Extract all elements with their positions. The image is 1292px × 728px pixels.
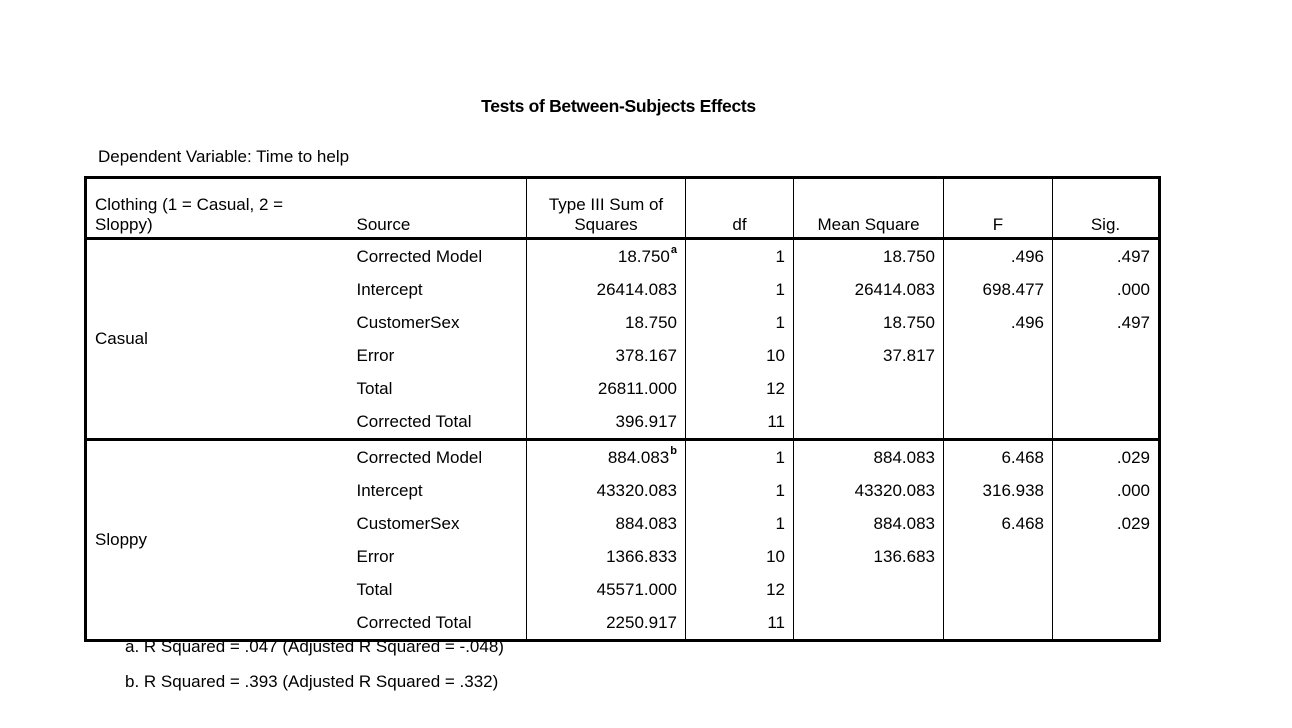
- df-cell: 11: [686, 606, 794, 641]
- sig-cell: .497: [1053, 306, 1160, 339]
- f-cell: 6.468: [944, 440, 1053, 475]
- f-cell: [944, 540, 1053, 573]
- f-cell: 316.938: [944, 474, 1053, 507]
- sum-of-squares-cell: [527, 507, 686, 540]
- sum-of-squares-value: 378.167: [615, 345, 677, 365]
- sig-cell: [1053, 405, 1160, 440]
- header-row: [86, 178, 1160, 239]
- f-cell: 6.468: [944, 507, 1053, 540]
- source-cell: Corrected Model: [356, 246, 483, 266]
- sum-of-squares-cell: [527, 306, 686, 339]
- sum-of-squares-cell: [527, 239, 686, 274]
- df-cell: 10: [686, 339, 794, 372]
- sig-cell: .497: [1053, 239, 1160, 274]
- sum-of-squares-cell: [527, 339, 686, 372]
- mean-square-cell: 884.083: [794, 440, 944, 475]
- sig-cell: [1053, 573, 1160, 606]
- sum-of-squares-value: 18.750: [617, 246, 670, 266]
- sig-cell: .029: [1053, 440, 1160, 475]
- source-cell: Error: [356, 546, 395, 566]
- header-source: Source: [349, 178, 527, 239]
- sum-of-squares-value: 396.917: [615, 411, 677, 431]
- sig-cell: .000: [1053, 273, 1160, 306]
- sig-cell: [1053, 606, 1160, 641]
- sum-of-squares-cell: [527, 273, 686, 306]
- df-cell: 1: [686, 474, 794, 507]
- mean-square-cell: [794, 372, 944, 405]
- df-cell: 1: [686, 507, 794, 540]
- f-cell: [944, 339, 1053, 372]
- df-cell: 10: [686, 540, 794, 573]
- source-cell: Total: [356, 579, 393, 599]
- footnote-marker: b: [670, 444, 677, 457]
- sig-cell: [1053, 540, 1160, 573]
- mean-square-cell: 43320.083: [794, 474, 944, 507]
- group-label: Sloppy: [86, 440, 349, 641]
- sum-of-squares-value: 26811.000: [597, 378, 677, 398]
- sum-of-squares-cell: [527, 474, 686, 507]
- sum-of-squares-cell: [527, 606, 686, 641]
- source-cell: Corrected Model: [349, 440, 527, 475]
- df-cell: 12: [686, 573, 794, 606]
- f-cell: .496: [944, 306, 1053, 339]
- mean-square-cell: 18.750: [794, 306, 944, 339]
- mean-square-cell: [794, 405, 944, 440]
- sum-of-squares-cell: [527, 573, 686, 606]
- source-cell: CustomerSex: [356, 312, 460, 332]
- source-cell: Total: [356, 378, 393, 398]
- f-cell: 698.477: [944, 273, 1053, 306]
- header-df: df: [686, 178, 794, 239]
- df-cell: 1: [686, 306, 794, 339]
- f-cell: [944, 606, 1053, 641]
- sum-of-squares-cell: [527, 372, 686, 405]
- df-cell: 12: [686, 372, 794, 405]
- sig-cell: [1053, 339, 1160, 372]
- mean-square-cell: 37.817: [794, 339, 944, 372]
- sum-of-squares-value: 18.750: [625, 312, 677, 332]
- f-cell: .496: [944, 239, 1053, 274]
- header-sum-of-squares: Type III Sum of Squares: [527, 178, 686, 239]
- mean-square-cell: [794, 573, 944, 606]
- sum-of-squares-cell: [527, 540, 686, 573]
- f-cell: [944, 372, 1053, 405]
- f-cell: [944, 573, 1053, 606]
- mean-square-cell: 884.083: [794, 507, 944, 540]
- sig-cell: .029: [1053, 507, 1160, 540]
- mean-square-cell: [794, 606, 944, 641]
- sum-of-squares-value: 884.083: [607, 447, 670, 467]
- group-label: Casual: [95, 329, 148, 348]
- sum-of-squares-cell: [527, 405, 686, 440]
- source-cell: CustomerSex: [356, 513, 460, 533]
- table-row: [86, 440, 1160, 475]
- mean-square-cell: 136.683: [794, 540, 944, 573]
- sum-of-squares-cell: [527, 440, 686, 475]
- header-clothing: Clothing (1 = Casual, 2 = Sloppy): [86, 178, 349, 239]
- sum-of-squares-value: 884.083: [615, 513, 677, 533]
- sum-of-squares-value: 45571.000: [596, 579, 677, 599]
- header-sig: Sig.: [1053, 178, 1160, 239]
- sig-cell: .000: [1053, 474, 1160, 507]
- source-cell: Corrected Total: [356, 612, 472, 632]
- sum-of-squares-value: 43320.083: [596, 480, 677, 500]
- footnote-a: a. R Squared = .047 (Adjusted R Squared = -.048): [125, 637, 504, 656]
- sum-of-squares-value: 26414.083: [596, 279, 677, 299]
- sum-of-squares-value: 2250.917: [606, 612, 677, 632]
- source-cell: Intercept: [356, 480, 423, 500]
- footnote-marker: a: [670, 243, 677, 256]
- header-f: F: [944, 178, 1053, 239]
- source-cell: Corrected Total: [356, 411, 472, 431]
- mean-square-cell: 18.750: [794, 239, 944, 274]
- df-cell: 1: [686, 440, 794, 475]
- sum-of-squares-value: 1366.833: [606, 546, 677, 566]
- mean-square-cell: 26414.083: [794, 273, 944, 306]
- df-cell: 1: [686, 273, 794, 306]
- df-cell: 1: [686, 239, 794, 274]
- table-title: Tests of Between-Subjects Effects: [481, 96, 756, 116]
- header-mean-square: Mean Square: [794, 178, 944, 239]
- between-subjects-effects-table: [84, 176, 1161, 642]
- source-cell: Error: [356, 345, 395, 365]
- df-cell: 11: [686, 405, 794, 440]
- source-cell: Intercept: [356, 279, 423, 299]
- table-row: [86, 239, 1160, 274]
- dependent-variable-label: Dependent Variable: Time to help: [98, 147, 350, 166]
- sig-cell: [1053, 372, 1160, 405]
- f-cell: [944, 405, 1053, 440]
- footnote-b: b. R Squared = .393 (Adjusted R Squared = .332): [125, 672, 499, 691]
